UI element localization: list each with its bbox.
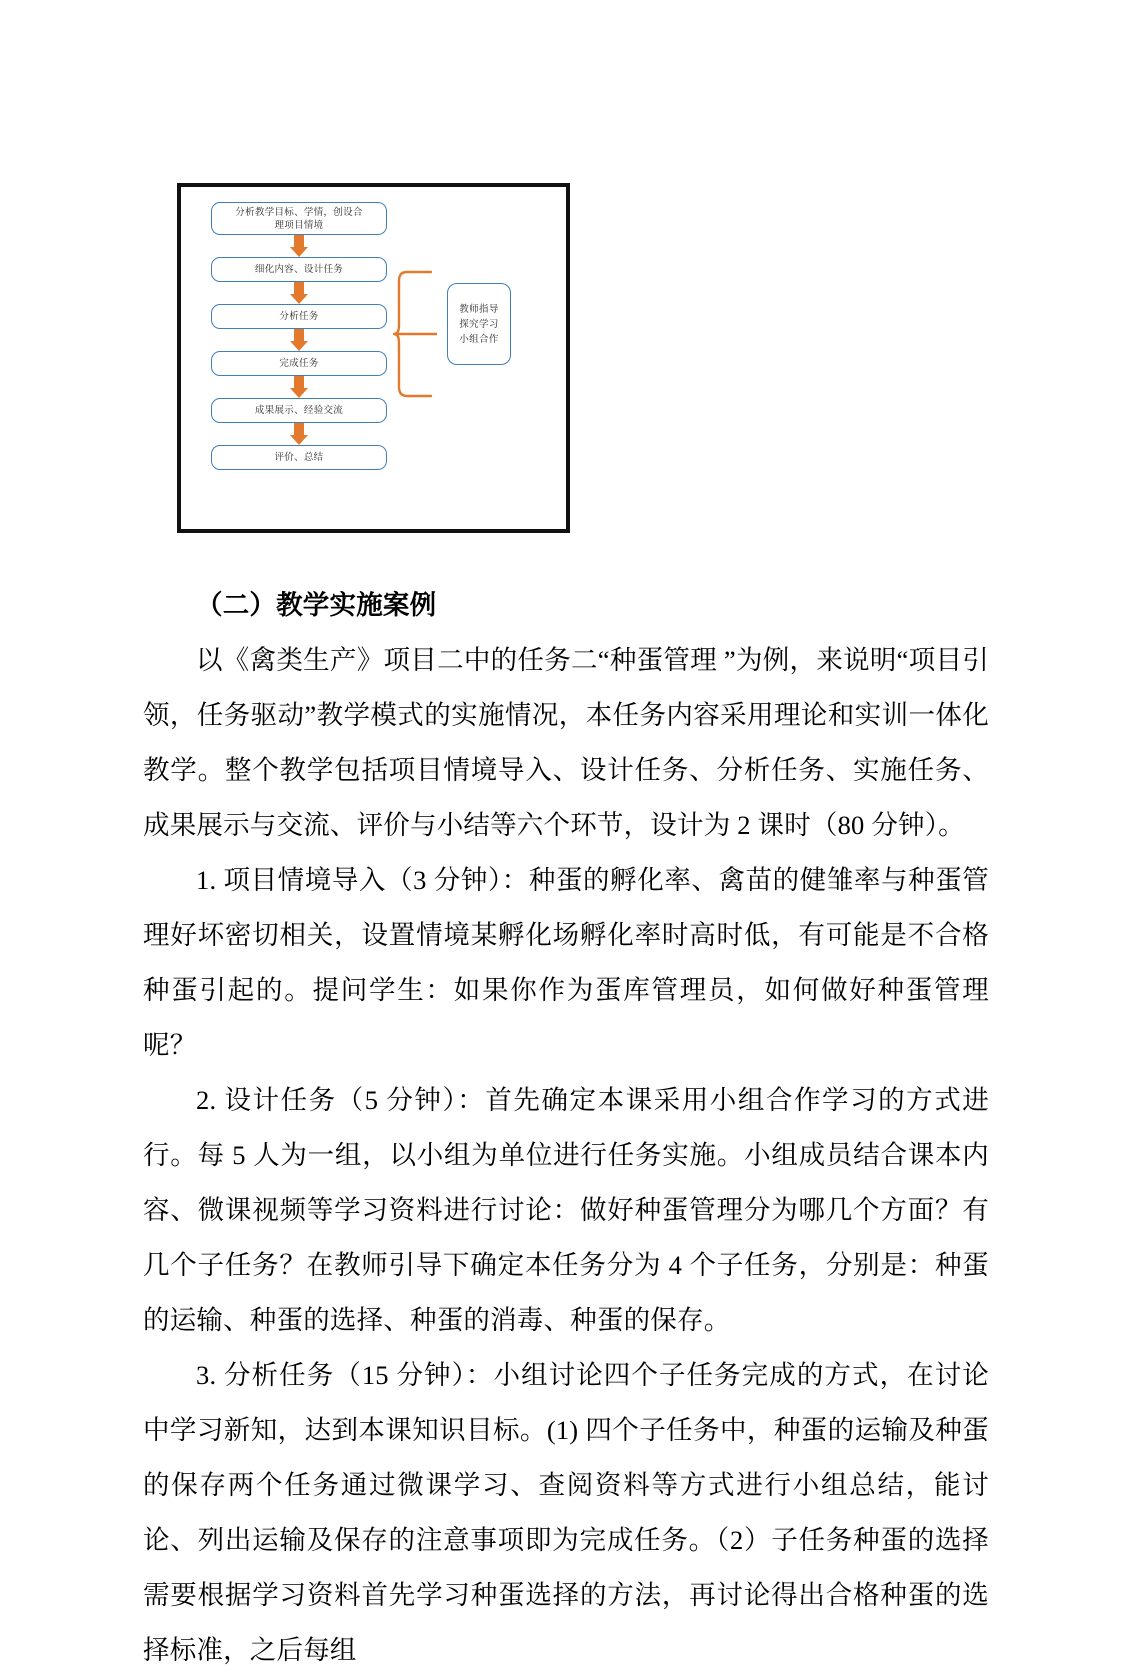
flow-arrow-3 [211, 329, 387, 351]
paragraph-intro: 以《禽类生产》项目二中的任务二“种蛋管理 ”为例，来说明“项目引领，任务驱动”教学模式的实施情况，本任务内容采用理论和实训一体化教学。整个教学包括项目情境导入、设计任务、分析任务、实施任务、成果展示与交流、评价与小结等六个环节，设计为 2 课时（80 分钟）。 [143, 645, 989, 840]
arrow-head-down-icon [290, 294, 308, 304]
flowchart-step-stack [211, 202, 387, 470]
document-body [143, 578, 989, 1678]
arrow-head-down-icon [290, 341, 308, 351]
flow-step-label: 细化内容、设计任务 [254, 264, 344, 275]
flow-step-show-results [211, 398, 387, 423]
flow-step-complete-task [211, 351, 387, 376]
side-note-line-2: 探究学习 [459, 318, 499, 330]
flow-arrow-2 [211, 282, 387, 304]
flow-step-analyze-task [211, 304, 387, 329]
paragraph-step-2: 2. 设计任务（5 分钟）：首先确定本课采用小组合作学习的方式进行。每 5 人为一组，以小组为单位进行任务实施。小组成员结合课本内容、微课视频等学习资料进行讨论：做好种蛋管理分为哪几个方面？有几个子任务？在教师引导下确定本任务分为 4 个子任务，分别是：种蛋的运输、种蛋的选择、种蛋的消毒、种蛋的保存。 [143, 1085, 989, 1335]
flow-step-label: 分析教学目标、学情，创设合 理项目情境 [235, 206, 363, 231]
flow-step-analyze-goals [211, 202, 387, 235]
flow-step-refine-content [211, 257, 387, 282]
side-note-line-3: 小组合作 [459, 333, 499, 345]
flow-arrow-5 [211, 423, 387, 445]
arrow-head-down-icon [290, 247, 308, 257]
flow-step-label: 分析任务 [279, 311, 319, 322]
arrow-head-down-icon [290, 435, 308, 445]
flow-step-label: 成果展示、经验交流 [254, 405, 344, 416]
section-heading: （二）教学实施案例 [196, 590, 437, 620]
arrow-head-down-icon [290, 388, 308, 398]
paragraph-step-1: 1. 项目情境导入（3 分钟）：种蛋的孵化率、禽苗的健雏率与种蛋管理好坏密切相关，设置情境某孵化场孵化率时高时低，有可能是不合格种蛋引起的。提问学生：如果你作为蛋库管理员，如何做好种蛋管理呢？ [143, 865, 989, 1060]
flow-arrow-1 [211, 235, 387, 257]
flow-step-label: 评价、总结 [274, 452, 324, 463]
side-note-line-1: 教师指导 [459, 303, 499, 315]
curly-brace-icon [393, 269, 437, 399]
flowchart-side-note [447, 283, 511, 365]
flow-step-label: 完成任务 [279, 358, 319, 369]
paragraph-step-3: 3. 分析任务（15 分钟）：小组讨论四个子任务完成的方式，在讨论中学习新知，达到本课知识目标。(1) 四个子任务中，种蛋的运输及种蛋的保存两个任务通过微课学习、查阅资料等方式进行小组总结，能讨论、列出运输及保存的注意事项即为完成任务。（2）子任务种蛋的选择需要根据学习资料首先学习种蛋选择的方法，再讨论得出合格种蛋的选择标准，之后每组 [143, 1360, 989, 1665]
flow-step-evaluate-summary [211, 445, 387, 470]
flowchart-figure-frame [177, 183, 570, 533]
flow-arrow-4 [211, 376, 387, 398]
